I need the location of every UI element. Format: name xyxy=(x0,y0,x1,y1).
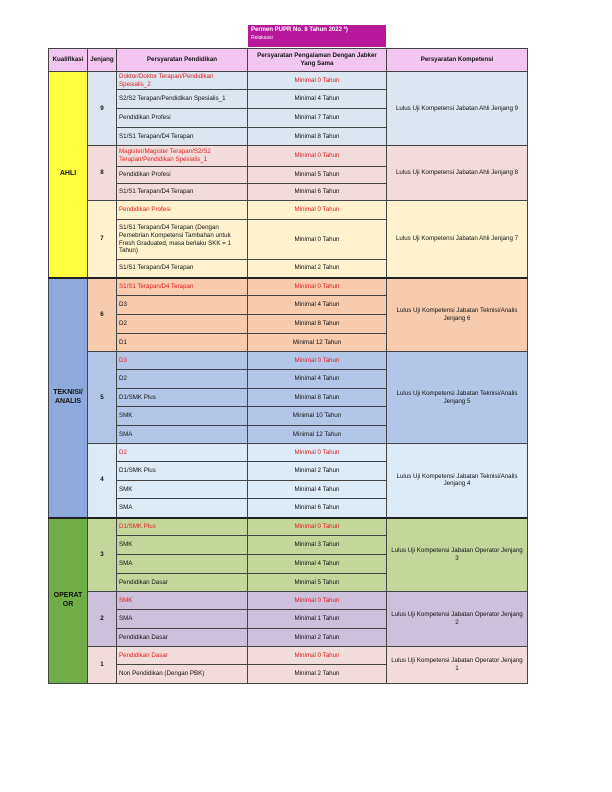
pendidikan-cell: SMK xyxy=(117,592,248,610)
pendidikan-cell: D2 xyxy=(117,315,248,334)
pengalaman-cell: Minimal 0 Tahun xyxy=(248,220,387,260)
pendidikan-cell: Pendidikan Dasar xyxy=(117,647,248,665)
pengalaman-cell: Minimal 2 Tahun xyxy=(248,665,387,684)
pengalaman-cell: Minimal 4 Tahun xyxy=(248,296,387,315)
pendidikan-cell: D2 xyxy=(117,444,248,462)
regulation-banner xyxy=(248,25,386,47)
pengalaman-cell: Minimal 6 Tahun xyxy=(248,184,387,201)
header-jenjang: Jenjang xyxy=(88,49,117,72)
pengalaman-cell: Minimal 0 Tahun xyxy=(248,592,387,610)
pendidikan-cell: D1 xyxy=(117,334,248,352)
jenjang-cell: 8 xyxy=(88,146,117,201)
kompetensi-cell: Lulus Uji Kompetensi Jabatan Teknisi/Analis Jenjang 4 xyxy=(387,444,528,518)
pengalaman-cell: Minimal 0 Tahun xyxy=(248,518,387,536)
pendidikan-cell: Pendidikan Profesi xyxy=(117,167,248,184)
pendidikan-cell: SMA xyxy=(117,499,248,518)
pengalaman-cell: Minimal 5 Tahun xyxy=(248,167,387,184)
pendidikan-cell: Non Pendidikan (Dengan PBK) xyxy=(117,665,248,684)
pengalaman-cell: Minimal 0 Tahun xyxy=(248,647,387,665)
header-pengalaman: Persyaratan Pengalaman Dengan Jabker Yang Sama xyxy=(248,49,387,72)
table-row xyxy=(49,518,528,536)
pendidikan-cell: D1/SMK Plus xyxy=(117,518,248,536)
jenjang-cell: 5 xyxy=(88,352,117,444)
pendidikan-cell: Doktor/Doktor Terapan/Pendidikan Spesialis_2 xyxy=(117,72,248,90)
pengalaman-cell: Minimal 0 Tahun xyxy=(248,201,387,220)
table-row xyxy=(49,352,528,370)
pengalaman-cell: Minimal 0 Tahun xyxy=(248,146,387,167)
jenjang-cell: 3 xyxy=(88,518,117,592)
banner-title: Permen PUPR No. 8 Tahun 2022 *) xyxy=(251,27,348,33)
kompetensi-cell: Lulus Uji Kompetensi Jabatan Operator Jenjang 2 xyxy=(387,592,528,647)
pengalaman-cell: Minimal 0 Tahun xyxy=(248,352,387,370)
pengalaman-cell: Minimal 0 Tahun xyxy=(248,72,387,90)
kompetensi-cell: Lulus Uji Kompetensi Jabatan Ahli Jenjang 7 xyxy=(387,201,528,278)
pengalaman-cell: Minimal 7 Tahun xyxy=(248,109,387,128)
pendidikan-cell: S1/S1 Terapan/D4 Terapan xyxy=(117,278,248,296)
requirements-table xyxy=(48,48,528,684)
pendidikan-cell: SMK xyxy=(117,536,248,555)
pengalaman-cell: Minimal 0 Tahun xyxy=(248,444,387,462)
kualifikasi-cell: AHLI xyxy=(49,72,88,278)
table-row xyxy=(49,647,528,665)
jenjang-cell: 7 xyxy=(88,201,117,278)
banner-subtitle: Relaksasi xyxy=(251,34,273,41)
kompetensi-cell: Lulus Uji Kompetensi Jabatan Ahli Jenjang 8 xyxy=(387,146,528,201)
pengalaman-cell: Minimal 1 Tahun xyxy=(248,610,387,629)
pengalaman-cell: Minimal 4 Tahun xyxy=(248,370,387,389)
table-row xyxy=(49,201,528,220)
pengalaman-cell: Minimal 3 Tahun xyxy=(248,536,387,555)
header-kualifikasi: Kualifikasi xyxy=(49,49,88,72)
pengalaman-cell: Minimal 2 Tahun xyxy=(248,462,387,481)
pengalaman-cell: Minimal 6 Tahun xyxy=(248,499,387,518)
kompetensi-cell: Lulus Uji Kompetensi Jabatan Teknisi/Analis Jenjang 5 xyxy=(387,352,528,444)
jenjang-cell: 4 xyxy=(88,444,117,518)
table-row xyxy=(49,444,528,462)
pengalaman-cell: Minimal 12 Tahun xyxy=(248,334,387,352)
pendidikan-cell: D1/SMK Plus xyxy=(117,389,248,407)
kualifikasi-cell: OPERAT OR xyxy=(49,518,88,684)
pendidikan-cell: Pendidikan Dasar xyxy=(117,574,248,592)
table-row xyxy=(49,592,528,610)
table-row xyxy=(49,72,528,90)
pendidikan-cell: Pendidikan Profesi xyxy=(117,109,248,128)
pendidikan-cell: Pendidikan Dasar xyxy=(117,629,248,647)
pendidikan-cell: S1/S1 Terapan/D4 Terapan xyxy=(117,184,248,201)
pendidikan-cell: SMK xyxy=(117,407,248,426)
kompetensi-cell: Lulus Uji Kompetensi Jabatan Operator Jenjang 3 xyxy=(387,518,528,592)
pendidikan-cell: S1/S1 Terapan/D4 Terapan xyxy=(117,260,248,278)
pendidikan-cell: S1/S1 Terapan/D4 Terapan xyxy=(117,128,248,146)
pengalaman-cell: Minimal 8 Tahun xyxy=(248,128,387,146)
table-row xyxy=(49,146,528,167)
pengalaman-cell: Minimal 10 Tahun xyxy=(248,407,387,426)
jenjang-cell: 2 xyxy=(88,592,117,647)
kualifikasi-cell: TEKNISI/ ANALIS xyxy=(49,278,88,518)
pengalaman-cell: Minimal 2 Tahun xyxy=(248,629,387,647)
pendidikan-cell: SMA xyxy=(117,426,248,444)
pengalaman-cell: Minimal 4 Tahun xyxy=(248,481,387,499)
table-body xyxy=(49,72,528,684)
pengalaman-cell: Minimal 8 Tahun xyxy=(248,389,387,407)
pendidikan-cell: D1/SMK Plus xyxy=(117,462,248,481)
pendidikan-cell: SMK xyxy=(117,481,248,499)
pendidikan-cell: Pendidikan Profesi xyxy=(117,201,248,220)
pengalaman-cell: Minimal 2 Tahun xyxy=(248,260,387,278)
pengalaman-cell: Minimal 0 Tahun xyxy=(248,278,387,296)
kompetensi-cell: Lulus Uji Kompetensi Jabatan Teknisi/Analis Jenjang 6 xyxy=(387,278,528,352)
pendidikan-cell: D2 xyxy=(117,370,248,389)
pendidikan-cell: S2/S2 Terapan/Pendidikan Spesialis_1 xyxy=(117,90,248,109)
pendidikan-cell: Magister/Magister Terapan/S2/S2 Terapan/Pendidikan Spesialis_1 xyxy=(117,146,248,167)
pendidikan-cell: SMA xyxy=(117,555,248,574)
pendidikan-cell: SMA xyxy=(117,610,248,629)
pengalaman-cell: Minimal 4 Tahun xyxy=(248,90,387,109)
pendidikan-cell: D3 xyxy=(117,296,248,315)
header-pendidikan: Persyaratan Pendidikan xyxy=(117,49,248,72)
jenjang-cell: 9 xyxy=(88,72,117,146)
table-row xyxy=(49,278,528,296)
pendidikan-cell: D3 xyxy=(117,352,248,370)
pengalaman-cell: Minimal 12 Tahun xyxy=(248,426,387,444)
jenjang-cell: 6 xyxy=(88,278,117,352)
jenjang-cell: 1 xyxy=(88,647,117,684)
kompetensi-cell: Lulus Uji Kompetensi Jabatan Operator Jenjang 1 xyxy=(387,647,528,684)
pengalaman-cell: Minimal 5 Tahun xyxy=(248,574,387,592)
table-header-row xyxy=(49,49,528,72)
pengalaman-cell: Minimal 8 Tahun xyxy=(248,315,387,334)
header-kompetensi: Persyaratan Kompetensi xyxy=(387,49,528,72)
kompetensi-cell: Lulus Uji Kompetensi Jabatan Ahli Jenjang 9 xyxy=(387,72,528,146)
pendidikan-cell: S1/S1 Terapan/D4 Terapan (Dengan Pemebrian Kompetensi Tambahan untuk Fresh Graduated, masa berlaku SKK = 1 Tahun) xyxy=(117,220,248,260)
pengalaman-cell: Minimal 4 Tahun xyxy=(248,555,387,574)
